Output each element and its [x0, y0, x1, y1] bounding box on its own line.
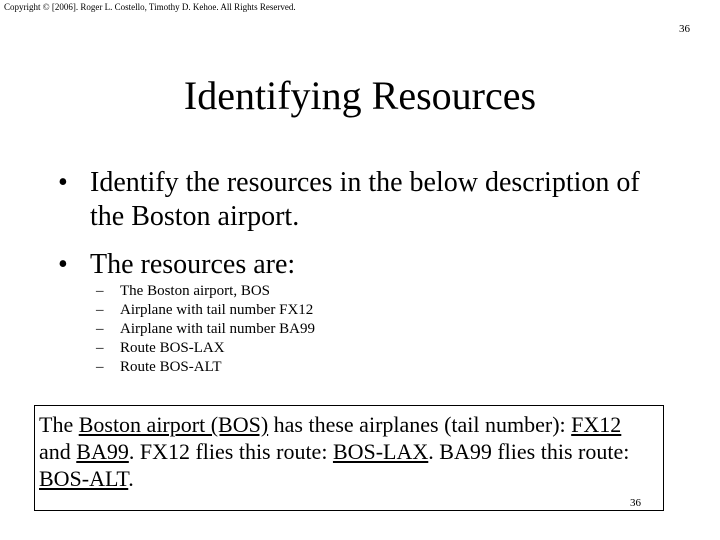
bullet-dot-icon: •: [58, 249, 68, 280]
resource-item: [96, 339, 315, 358]
copyright-notice: Copyright © [2006]. Roger L. Costello, Timothy D. Kehoe. All Rights Reserved.: [4, 2, 296, 12]
dash-icon: –: [96, 302, 104, 318]
resource-item: [96, 358, 315, 377]
resource-text: Route BOS-LAX: [120, 340, 225, 356]
resource-ba99: BA99: [76, 439, 129, 464]
bullet-text: Identify the resources in the below description of the Boston airport.: [90, 167, 640, 232]
description-text: has these airplanes (tail number):: [268, 412, 572, 437]
resource-item: [96, 320, 315, 339]
description-text: .: [128, 466, 134, 491]
description-text: The: [39, 412, 79, 437]
page-number: 36: [679, 23, 690, 35]
resource-item: [96, 301, 315, 320]
bullet-list: [58, 166, 678, 296]
airport-description-box: [34, 405, 664, 511]
bullet-item: [58, 248, 678, 282]
resource-bos-airport: Boston airport (BOS): [78, 412, 269, 437]
dash-icon: –: [96, 321, 104, 337]
resource-list: [96, 282, 315, 377]
dash-icon: –: [96, 340, 104, 356]
box-page-number: 36: [630, 497, 641, 509]
resource-item: [96, 282, 315, 301]
resource-bos-alt: BOS-ALT: [39, 466, 129, 491]
resource-text: Route BOS-ALT: [120, 359, 222, 375]
resource-text: Airplane with tail number FX12: [120, 302, 314, 318]
bullet-item: [58, 166, 678, 234]
resource-fx12: FX12: [571, 412, 622, 437]
description-text: . FX12 flies this route:: [128, 439, 333, 464]
dash-icon: –: [96, 359, 104, 375]
resource-bos-lax: BOS-LAX: [332, 439, 429, 464]
bullet-dot-icon: •: [58, 167, 68, 198]
slide-title: Identifying Resources: [183, 73, 537, 118]
resource-text: The Boston airport, BOS: [120, 283, 270, 299]
dash-icon: –: [96, 283, 104, 299]
bullet-text: The resources are:: [90, 249, 296, 280]
description-text: . BA99 flies this route:: [428, 439, 630, 464]
description-text: and: [39, 439, 77, 464]
resource-text: Airplane with tail number BA99: [120, 321, 315, 337]
